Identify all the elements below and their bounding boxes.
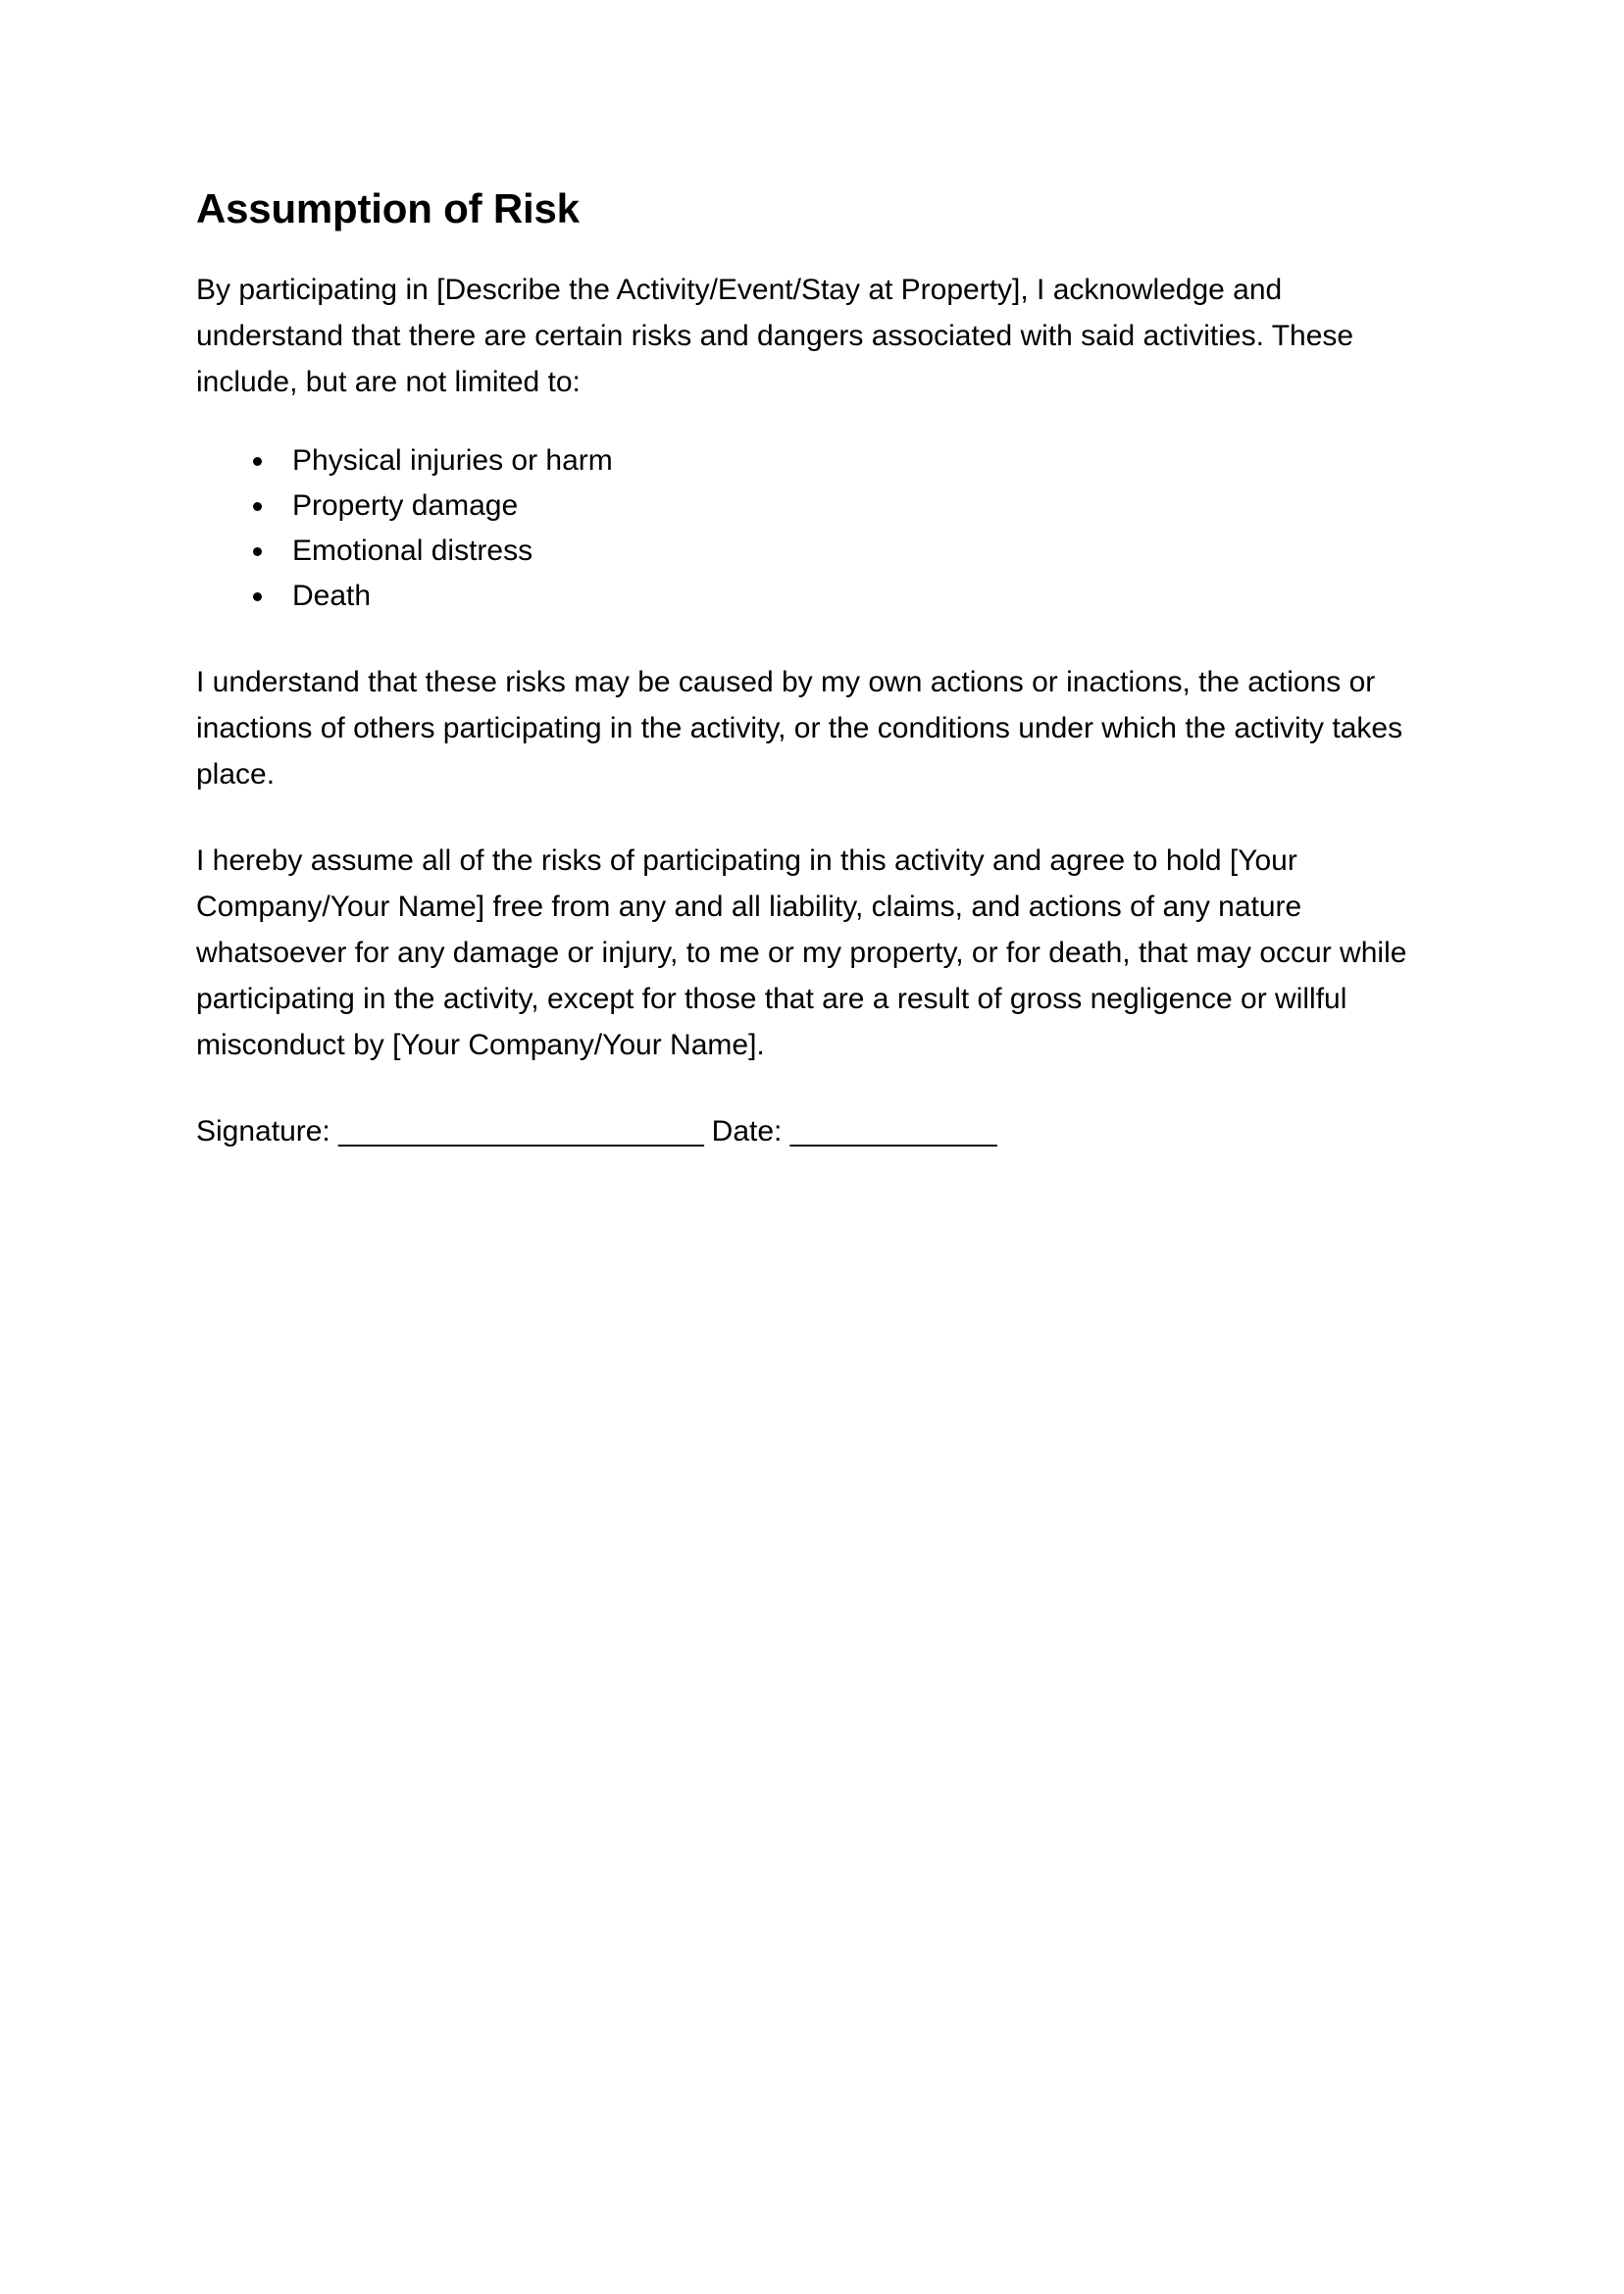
list-item-label: Emotional distress	[292, 534, 533, 567]
list-item	[196, 484, 1430, 529]
list-item-label: Property damage	[292, 488, 519, 522]
list-item	[196, 574, 1430, 619]
date-fill-line[interactable]: _____________	[789, 1114, 997, 1147]
bullet-dot-icon	[253, 592, 262, 601]
assumption-paragraph: I hereby assume all of the risks of participating in this activity and agree to hold [Your Company/Your Name] free from any and all liability, claims, and actions of any nature whatsoever for any damage or injury, to me or my property, or for death, that may occur while participating in the activity, except for those that are a result of gross negligence or willful misconduct by [Your Company/Your Name].	[196, 843, 1407, 1061]
list-item	[196, 438, 1430, 484]
date-label: Date:	[703, 1114, 790, 1147]
page-title: Assumption of Risk	[196, 185, 580, 231]
risk-list	[196, 438, 1430, 619]
list-item-label: Physical injuries or harm	[292, 443, 613, 477]
bullet-dot-icon	[253, 547, 262, 556]
document-content	[196, 184, 1430, 1154]
signature-block	[196, 1108, 1430, 1154]
intro-paragraph: By participating in [Describe the Activity/Event/Stay at Property], I acknowledge and understand that there are certain risks and dangers associated with said activities. These include, but are not limited to:	[196, 273, 1354, 398]
signature-label: Signature:	[196, 1114, 339, 1147]
list-item	[196, 529, 1430, 574]
bullet-dot-icon	[253, 457, 262, 466]
acknowledgement-paragraph: I understand that these risks may be caused by my own actions or inactions, the actions or inactions of others participating in the activity, or the conditions under which the activity takes place.	[196, 665, 1403, 790]
bullet-dot-icon	[253, 502, 262, 511]
signature-fill-line[interactable]: _______________________	[338, 1114, 704, 1147]
list-item-label: Death	[292, 579, 372, 612]
